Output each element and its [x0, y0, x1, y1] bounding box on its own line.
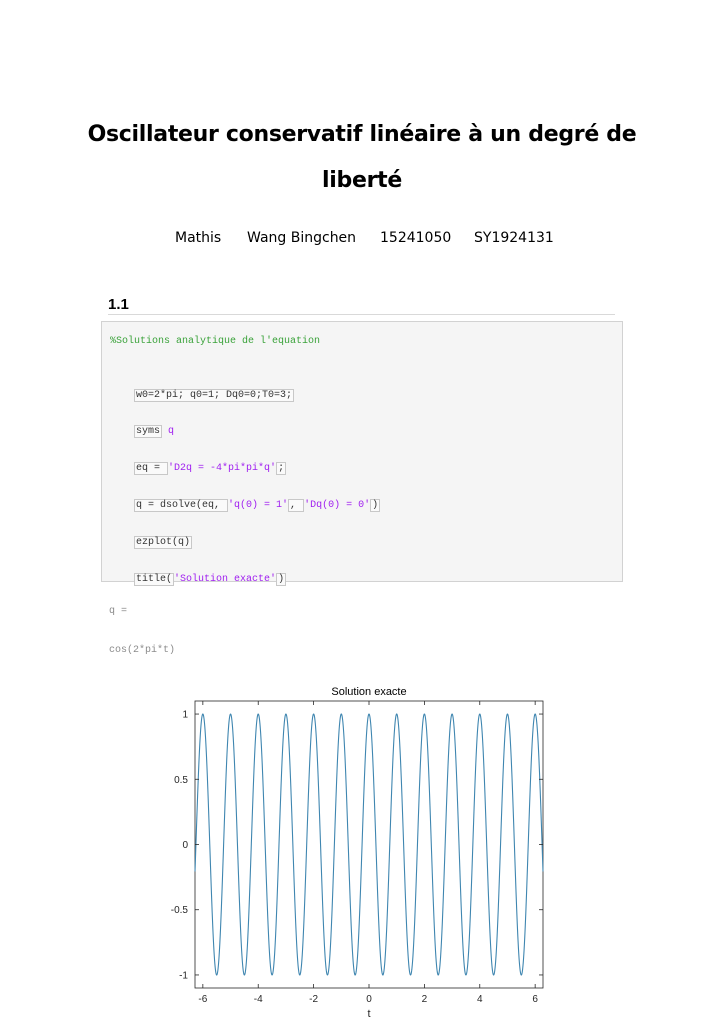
code-line	[110, 556, 286, 604]
code-statement: w0=2*pi; q0=1; Dq0=0;T0=3;	[136, 390, 293, 401]
author-name: Wang Bingchen	[247, 230, 357, 246]
code-statement: )	[372, 500, 379, 511]
code-statement: title(	[136, 574, 173, 585]
authors-line	[0, 230, 724, 250]
code-statement: syms	[136, 426, 161, 437]
code-block	[101, 321, 623, 585]
y-tick-label: -1	[179, 970, 188, 982]
y-tick-label: -0.5	[170, 905, 188, 917]
solution-chart	[155, 680, 575, 1020]
x-tick-label: 2	[421, 994, 428, 1005]
y-tick-label: 0.5	[174, 774, 188, 786]
code-string: 'Dq(0) = 0'	[304, 500, 371, 511]
x-axis-label: t	[367, 1008, 371, 1020]
code-statement: ;	[278, 463, 285, 474]
y-tick-label: 0	[182, 840, 188, 851]
author-name: Mathis	[175, 230, 222, 246]
section-heading: 1.1	[108, 296, 129, 313]
document-title	[60, 112, 664, 204]
chart-title: Solution exacte	[331, 686, 407, 698]
code-statement: ,	[290, 500, 303, 511]
code-statement: eq =	[136, 463, 167, 474]
title-line-2: liberté	[322, 168, 402, 193]
x-tick-label: -6	[198, 994, 208, 1005]
output-result: cos(2*pi*t)	[109, 645, 176, 656]
section-divider	[108, 314, 615, 315]
code-string: 'D2q = -4*pi*pi*q'	[168, 463, 277, 474]
student-id: 15241050	[380, 230, 452, 246]
x-tick-label: -4	[253, 994, 263, 1005]
x-tick-label: 6	[532, 994, 538, 1005]
output-variable: q =	[109, 606, 128, 617]
code-statement: ezplot(q)	[136, 537, 191, 548]
code-string: 'q(0) = 1'	[228, 500, 289, 511]
x-tick-label: -2	[309, 994, 319, 1005]
code-string: 'Solution exacte'	[174, 574, 277, 585]
code-comment: %Solutions analytique de l'equation	[110, 336, 321, 347]
code-statement: )	[278, 574, 285, 585]
code-statement: q = dsolve(eq,	[136, 500, 227, 511]
student-id: SY1924131	[474, 230, 554, 246]
x-tick-label: 4	[476, 994, 483, 1005]
code-argument: q	[162, 426, 175, 437]
y-tick-label: 1	[182, 709, 188, 721]
x-tick-label: 0	[366, 994, 372, 1005]
title-line-1: Oscillateur conservatif linéaire à un degré de	[87, 122, 637, 147]
